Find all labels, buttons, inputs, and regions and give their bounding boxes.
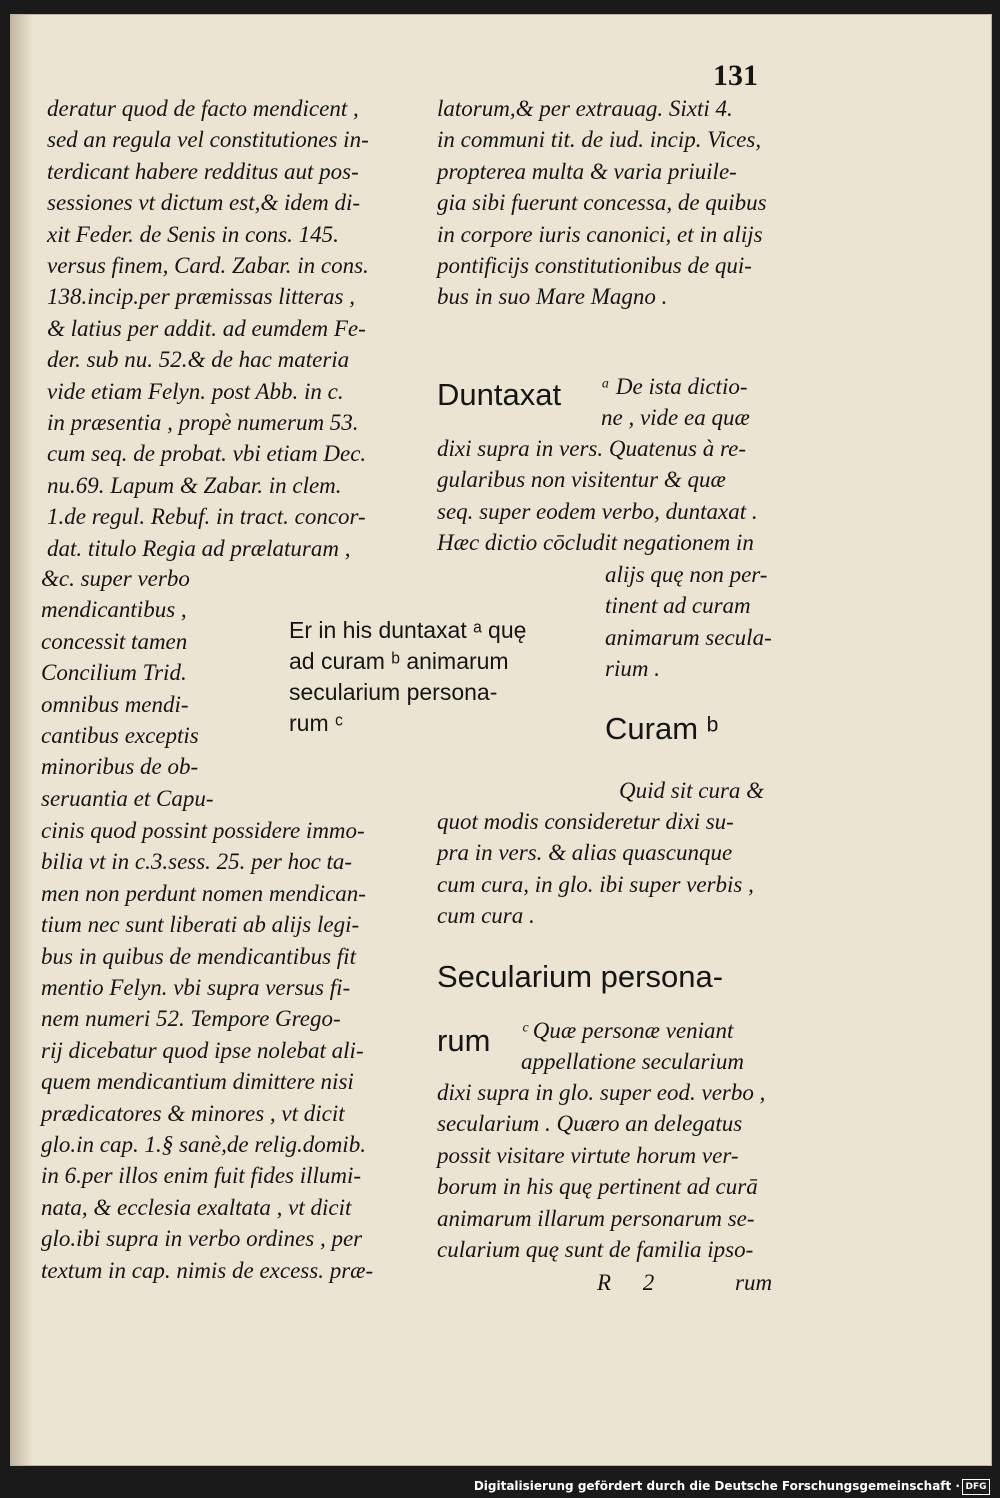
text-line: in præsentia , propè numerum 53. — [47, 410, 359, 436]
text-line: in communi tit. de iud. incip. Vices, — [437, 127, 762, 153]
text-line: cum cura, in glo. ibi super verbis , — [437, 871, 754, 897]
text-line: appellatione secularium — [521, 1049, 744, 1075]
text-line: rium . — [605, 656, 660, 682]
text-line: nem numeri 52. Tempore Grego- — [41, 1006, 341, 1032]
text-line: omnibus mendi- — [41, 691, 189, 717]
page-number: 131 — [713, 59, 758, 92]
text-line: Hæc dictio cōcludit negationem in — [437, 530, 754, 556]
text-line: & latius per addit. ad eumdem Fe- — [47, 315, 366, 341]
text-line: nu.69. Lapum & Zabar. in clem. — [47, 472, 342, 498]
text-line: possit visitare virtute horum ver- — [437, 1142, 739, 1168]
text-line: concessit tamen — [41, 628, 188, 654]
text-line: seruantia et Capu- — [41, 785, 214, 811]
text-line: vide etiam Felyn. post Abb. in c. — [47, 378, 344, 404]
text-line: bilia vt in c.3.sess. 25. per hoc ta- — [41, 849, 353, 875]
text-line: rij dicebatur quod ipse nolebat ali- — [41, 1037, 364, 1063]
text-line: secularium . Quæro an delegatus — [437, 1111, 743, 1137]
text-line: mendicantibus , — [41, 597, 187, 623]
main-text-block — [289, 615, 526, 739]
text-line: tinent ad curam — [605, 593, 751, 619]
text-line: propterea multa & varia priuile- — [437, 158, 737, 184]
heading-curam: Curam ᵇ — [605, 711, 719, 746]
duntaxat-gloss-narrow — [605, 559, 772, 685]
text-line: 1.de regul. Rebuf. in tract. concor- — [47, 504, 366, 530]
text-line: cantibus exceptis — [41, 723, 199, 749]
text-line: sed an regula vel constitutiones in- — [47, 127, 369, 153]
text-line: dat. titulo Regia ad prælaturam , — [47, 535, 351, 561]
text-line: men non perdunt nomen mendican- — [41, 880, 366, 906]
text-line: Concilium Trid. — [41, 660, 187, 686]
text-line: ne , vide ea quæ — [601, 405, 750, 431]
secularium-gloss-indented — [521, 1015, 744, 1078]
text-line: dixi supra in glo. super eod. verbo , — [437, 1080, 766, 1105]
text-line: animarum secula- — [605, 624, 772, 650]
text-line: xit Feder. de Senis in cons. 145. — [47, 221, 339, 247]
text-line: in corpore iuris canonici, et in alijs — [437, 221, 763, 247]
text-line: deratur quod de facto mendicent , — [47, 96, 359, 121]
heading-duntaxat: Duntaxat — [437, 377, 562, 412]
text-line: seq. super eodem verbo, duntaxat . — [437, 498, 758, 524]
text-line: dixi supra in vers. Quatenus à re- — [437, 436, 746, 461]
text-line: sessiones vt dictum est,& idem di- — [47, 190, 361, 216]
text-line: pra in vers. & alias quascunque — [437, 840, 733, 866]
text-line: nata, & ecclesia exaltata , vt dicit — [41, 1194, 352, 1220]
duntaxat-gloss-indented — [601, 371, 750, 434]
text-line: Quid sit cura & — [619, 778, 765, 803]
main-text-line: rum ᶜ — [289, 710, 344, 736]
text-line: quem mendicantium dimittere nisi — [41, 1069, 354, 1095]
text-line: alijs quę non per- — [605, 562, 768, 587]
text-line: der. sub nu. 52.& de hac materia — [47, 347, 350, 373]
text-line: terdicant habere redditus aut pos- — [47, 158, 359, 184]
text-line: borum in his quę pertinent ad curā — [437, 1174, 758, 1200]
heading-secularium: Secularium persona- — [437, 959, 724, 994]
text-line: ᵃ De ista dictio- — [601, 374, 748, 399]
text-line: cularium quę sunt de familia ipso- — [437, 1237, 754, 1263]
text-line: prædicatores & minores , vt dicit — [41, 1100, 345, 1126]
left-column-bottom — [41, 815, 373, 1286]
text-line: latorum,& per extrauag. Sixti 4. — [437, 96, 733, 121]
text-line: cum cura . — [437, 903, 535, 929]
main-text-line: ad curam ᵇ animarum — [289, 648, 509, 674]
text-line: tium nec sunt liberati ab alijs legi- — [41, 912, 360, 938]
left-column-top — [47, 93, 369, 564]
footer-bar — [0, 1476, 1000, 1498]
text-line: versus finem, Card. Zabar. in cons. — [47, 253, 369, 279]
text-line: textum in cap. nimis de excess. præ- — [41, 1257, 374, 1283]
text-line: &c. super verbo — [41, 566, 190, 591]
book-page — [10, 14, 992, 1466]
text-line: ᶜ Quæ personæ veniant — [521, 1018, 734, 1043]
catchword: rum — [735, 1270, 773, 1295]
main-text-line: secularium persona- — [289, 679, 498, 705]
text-line: bus in suo Mare Magno . — [437, 284, 668, 310]
duntaxat-gloss-full — [437, 433, 758, 559]
main-text-line: Er in his duntaxat ᵃ quę — [289, 617, 527, 643]
text-line: mentio Felyn. vbi supra versus fi- — [41, 975, 351, 1001]
text-line: cinis quod possint possidere immo- — [41, 818, 365, 843]
left-column-narrow — [41, 563, 214, 814]
secularium-gloss — [437, 1077, 765, 1265]
text-line: quot modis consideretur dixi su- — [437, 809, 734, 834]
right-column-top — [437, 93, 767, 313]
text-line: cum seq. de probat. vbi etiam Dec. — [47, 441, 367, 467]
text-line: gularibus non visitentur & quæ — [437, 467, 726, 493]
dfg-logo: DFG — [962, 1479, 990, 1495]
heading-rum: rum — [437, 1023, 491, 1058]
footer-credit: Digitalisierung gefördert durch die Deutsche Forschungsgemeinschaft · — [473, 1479, 960, 1493]
text-line: pontificijs constitutionibus de qui- — [437, 253, 752, 279]
text-line: gia sibi fuerunt concessa, de quibus — [437, 190, 767, 216]
curam-gloss — [437, 806, 754, 932]
text-line: animarum illarum personarum se- — [437, 1205, 755, 1231]
curam-gloss-first — [619, 775, 764, 806]
text-line: glo.in cap. 1.§ sanè,de relig.domib. — [41, 1132, 366, 1158]
text-line: in 6.per illos enim fuit fides illumi- — [41, 1163, 362, 1189]
text-line: 138.incip.per præmissas litteras , — [47, 284, 355, 310]
text-line: bus in quibus de mendicantibus fit — [41, 943, 356, 969]
text-line: minoribus de ob- — [41, 754, 199, 780]
signature-mark: R 2 — [597, 1270, 655, 1295]
text-line: glo.ibi supra in verbo ordines , per — [41, 1226, 363, 1252]
